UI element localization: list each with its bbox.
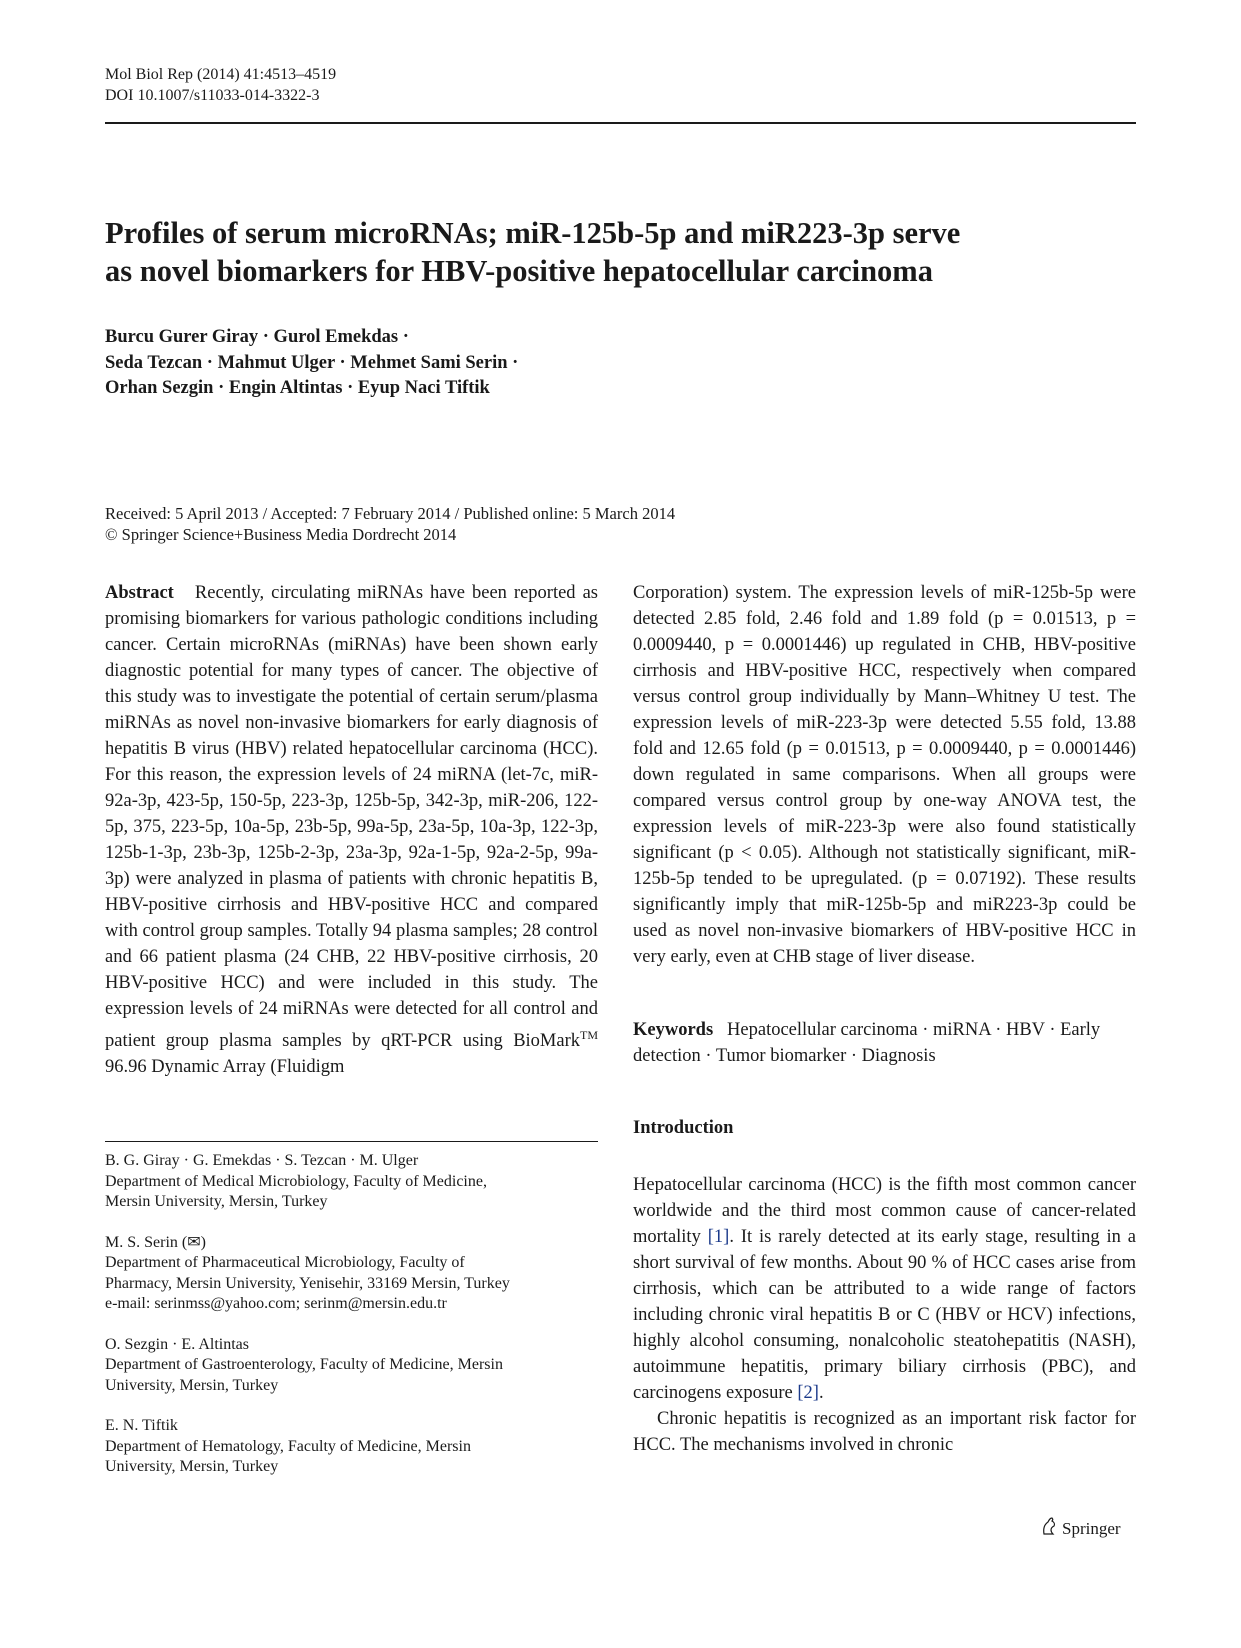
affiliation-names: B. G. Giray · G. Emekdas · S. Tezcan · M. Ulger	[105, 1152, 419, 1169]
affiliation-email[interactable]: e-mail: serinmss@yahoo.com; serinm@mersin.edu.tr	[105, 1295, 447, 1312]
springer-horse-icon	[1040, 1516, 1058, 1541]
author-list	[105, 325, 905, 402]
affiliation-line: Department of Gastroenterology, Faculty of Medicine, Mersin	[105, 1356, 503, 1373]
affiliation-rule	[105, 1141, 598, 1142]
keywords-block	[633, 1017, 1136, 1069]
journal-citation: Mol Biol Rep (2014) 41:4513–4519	[105, 66, 337, 83]
affiliation-names-corresponding: M. S. Serin (✉)	[105, 1233, 206, 1251]
abstract-left-column	[105, 580, 598, 1080]
title-line-2: as novel biomarkers for HBV-positive hepatocellular carcinoma	[105, 254, 933, 288]
affiliations	[105, 1151, 605, 1498]
intro-text-c: .	[818, 1383, 824, 1403]
introduction-paragraph-2: Chronic hepatitis is recognized as an important risk factor for HCC. The mechanisms involved in chronic	[633, 1409, 1136, 1455]
keywords-label: Keywords	[633, 1020, 714, 1040]
introduction-heading: Introduction	[633, 1118, 734, 1138]
publisher-name: Springer	[1062, 1518, 1121, 1538]
abstract-text-left: Recently, circulating miRNAs have been reported as promising biomarkers for various pathologic conditions including cancer. Certain microRNAs (miRNAs) have been shown early diagnostic potential for many types of cancer. The objective of this study was to investigate the potential of certain serum/plasma miRNAs as novel non-invasive biomarkers for early diagnosis of hepatitis B virus (HBV) related hepatocellular carcinoma (HCC). For this reason, the expression levels of 24 miRNA (let-7c, miR-92a-3p, 423-5p, 150-5p, 223-3p, 125b-5p, 342-3p, miR-206, 122-5p, 375, 223-5p, 10a-5p, 23b-5p, 99a-5p, 23a-5p, 10a-3p, 122-3p, 125b-1-3p, 23b-3p, 125b-2-3p, 23a-3p, 92a-1-5p, 92a-2-5p, 99a-3p) were analyzed in plasma of patients with chronic hepatitis B, HBV-positive cirrhosis and HBV-positive HCC and compared with control group samples. Totally 94 plasma samples; 28 control and 66 patient plasma (24 CHB, 22 HBV-positive cirrhosis, 20 HBV-positive HCC) and were included in this study. The expression levels of 24 miRNAs were detected for all control and patient group plasma samples by qRT-PCR using BioMark	[105, 583, 598, 1052]
reference-link-1[interactable]: [1]	[707, 1227, 730, 1247]
received-accepted-published: Received: 5 April 2013 / Accepted: 7 February 2014 / Published online: 5 March 2014	[105, 504, 676, 523]
abstract-label: Abstract	[105, 583, 174, 603]
header-rule	[105, 122, 1136, 124]
journal-doi: DOI 10.1007/s11033-014-3322-3	[105, 87, 320, 104]
introduction-paragraph-1	[633, 1172, 1136, 1406]
affiliation-line: Pharmacy, Mersin University, Yenisehir, 33169 Mersin, Turkey	[105, 1274, 510, 1292]
publisher-logo	[1040, 1516, 1121, 1541]
author-line-3: Orhan Sezgin · Engin Altintas · Eyup Naci Tiftik	[105, 378, 490, 398]
affiliation-item	[105, 1335, 605, 1397]
intro-text-a: Hepatocellular carcinoma (HCC) is the fifth most common cancer worldwide and the third most common cause of cancer-related mortality	[633, 1175, 1136, 1247]
affiliation-item	[105, 1233, 605, 1315]
affiliation-names: O. Sezgin · E. Altintas	[105, 1335, 249, 1353]
affiliation-item	[105, 1151, 605, 1213]
introduction-body	[633, 1172, 1136, 1458]
abstract-text-left-end: 96.96 Dynamic Array (Fluidigm	[105, 1057, 345, 1078]
affiliation-line: University, Mersin, Turkey	[105, 1458, 279, 1475]
abstract-right-column	[633, 580, 1136, 970]
abstract-text-right: Corporation) system. The expression levels of miR-125b-5p were detected 2.85 fold, 2.46 fold and 1.89 fold (p = 0.01513, p = 0.0009440, p = 0.0001446) up regulated in CHB, HBV-positive cirrhosis and HBV-positive HCC, respectively when compared versus control group individually by Mann–Whitney U test. The expression levels of miR-223-3p were detected 5.55 fold, 13.88 fold and 12.65 fold (p = 0.01513, p = 0.0009440, p = 0.0001446) down regulated in same comparisons. When all groups were compared versus control group by one-way ANOVA test, the expression levels of miR-223-3p were also found statistically significant (p < 0.05). Although not statistically significant, miR-125b-5p tended to be upregulated. (p = 0.07192). These results significantly imply that miR-125b-5p and miR223-3p could be used as novel non-invasive biomarkers of HBV-positive HCC in very early, even at CHB stage of liver disease.	[633, 583, 1136, 967]
affiliation-line: Department of Hematology, Faculty of Medicine, Mersin	[105, 1437, 471, 1455]
abstract-paragraph	[105, 580, 598, 1080]
reference-link-2[interactable]: [2]	[797, 1383, 819, 1403]
title-line-1: Profiles of serum microRNAs; miR-125b-5p and miR223-3p serve	[105, 216, 961, 250]
affiliation-line: Mersin University, Mersin, Turkey	[105, 1193, 328, 1210]
article-title	[105, 214, 1136, 290]
publication-dates	[105, 503, 1105, 545]
affiliation-line: University, Mersin, Turkey	[105, 1376, 279, 1394]
author-line-2: Seda Tezcan · Mahmut Ulger · Mehmet Sami Serin ·	[105, 352, 519, 373]
author-line-1: Burcu Gurer Giray · Gurol Emekdas ·	[105, 327, 409, 347]
journal-info	[105, 64, 336, 106]
affiliation-item	[105, 1416, 605, 1478]
keywords-text: Hepatocellular carcinoma · miRNA · HBV · Early detection · Tumor biomarker · Diagnosis	[633, 1020, 1101, 1066]
trademark-mark: TM	[580, 1028, 598, 1042]
affiliation-line: Department of Pharmaceutical Microbiology, Faculty of	[105, 1254, 465, 1271]
affiliation-line: Department of Medical Microbiology, Faculty of Medicine,	[105, 1172, 487, 1190]
copyright-line: © Springer Science+Business Media Dordrecht 2014	[105, 525, 457, 544]
intro-text-b: . It is rarely detected at its early stage, resulting in a short survival of few months. About 90 % of HCC cases arise from cirrhosis, which can be attributed to a wide range of factors including chronic viral hepatitis B or C (HBV or HCV) infections, highly alcohol consuming, nonalcoholic steatohepatitis (NASH), autoimmune hepatitis, primary biliary cirrhosis (PBC), and carcinogens exposure	[633, 1227, 1137, 1403]
affiliation-names: E. N. Tiftik	[105, 1417, 178, 1434]
